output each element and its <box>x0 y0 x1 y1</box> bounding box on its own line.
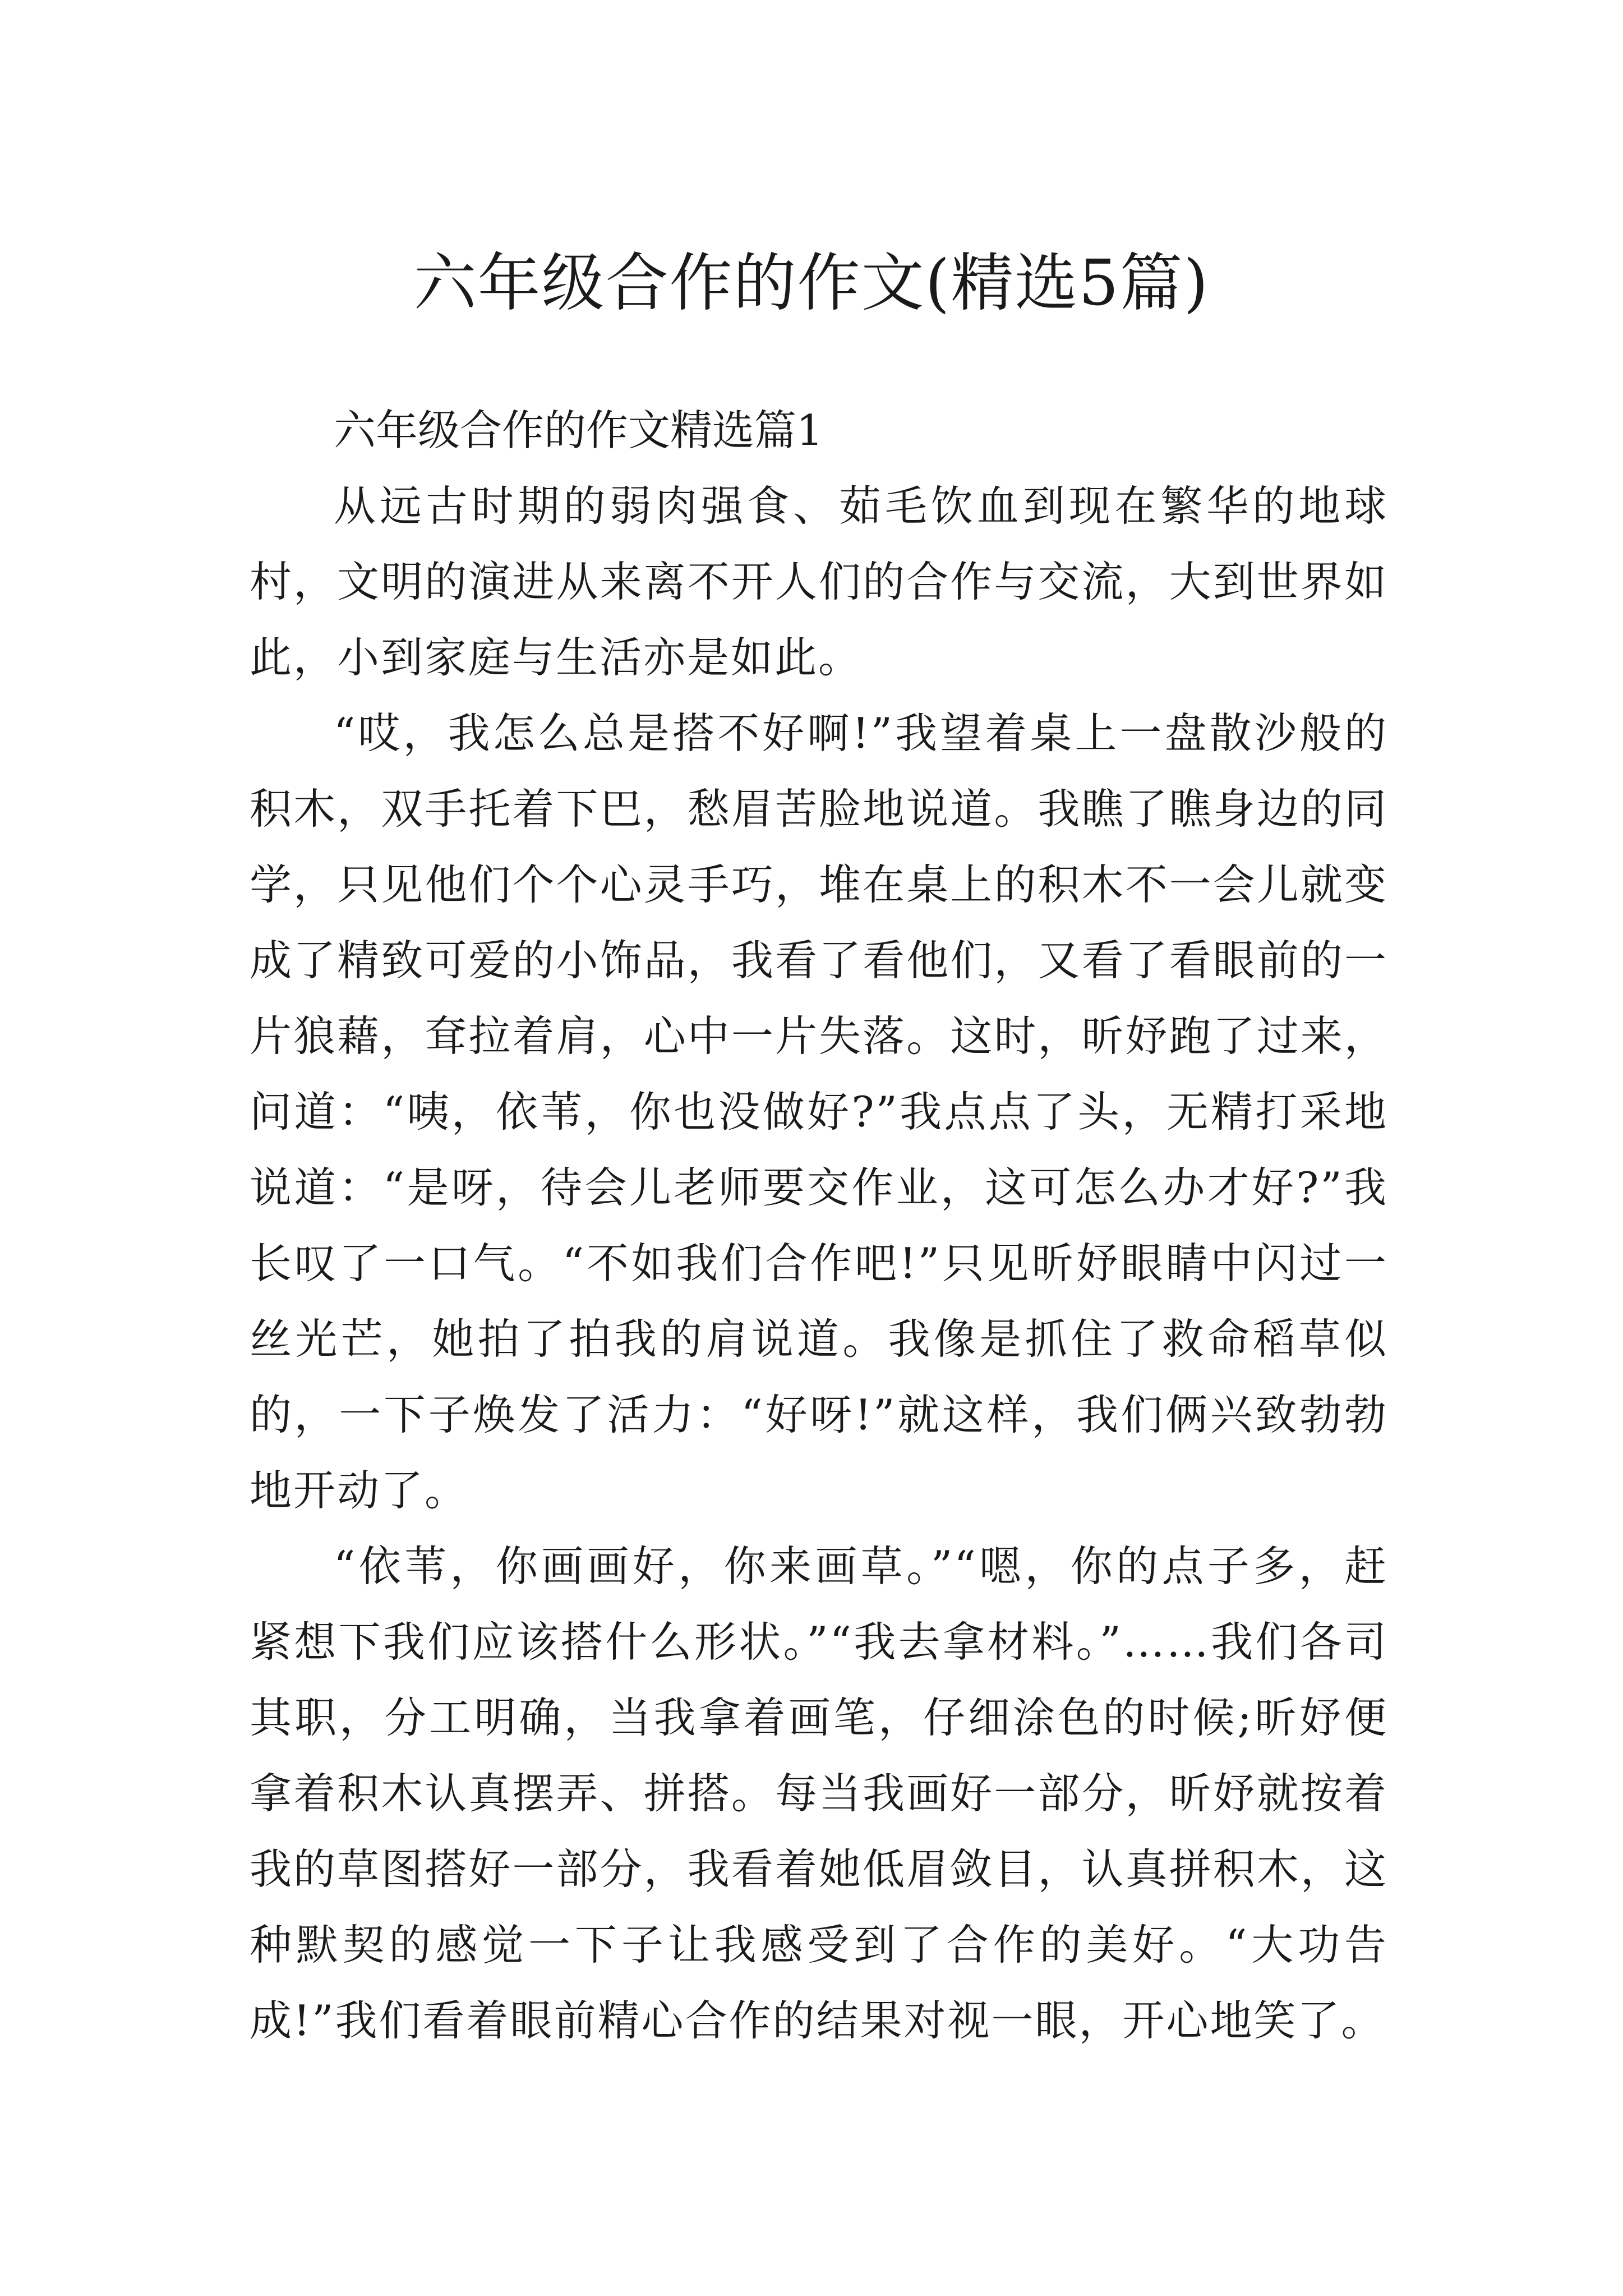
section-heading: 六年级合作的作文精选篇1 <box>334 406 823 455</box>
paragraph: “依苇，你画画好，你来画草。”“嗯，你的点子多，赶紧想下我们应该搭什么形状。”“我去拿材料。”……我们各司其职，分工明确，当我拿着画笔，仔细涂色的时候;昕妤便拿着积木认真摆弄、拼搭。每当我画好一部分，昕妤就按着我的草图搭好一部分，我看着她低眉敛目，认真拼积木，这种默契的感觉一下子让我感受到了合作的美好。“大功告成!”我们看着眼前精心合作的结果对视一眼，开心地笑了。 <box>250 1542 1388 2045</box>
document-title: 六年级合作的作文(精选5篇) <box>413 247 1210 320</box>
document-body <box>250 393 1388 2059</box>
paragraph: “哎，我怎么总是搭不好啊!”我望着桌上一盘散沙般的积木，双手托着下巴，愁眉苦脸地说道。我瞧了瞧身边的同学，只见他们个个心灵手巧，堆在桌上的积木不一会儿就变成了精致可爱的小饰品，我看了看他们，又看了看眼前的一片狼藉，耷拉着肩，心中一片失落。这时，昕妤跑了过来，问道：“咦，依苇，你也没做好?”我点点了头，无精打采地说道：“是呀，待会儿老师要交作业，这可怎么办才好?”我长叹了一口气。“不如我们合作吧!”只见昕妤眼睛中闪过一丝光芒，她拍了拍我的肩说道。我像是抓住了救命稻草似的，一下子焕发了活力：“好呀!”就这样，我们俩兴致勃勃地开动了。 <box>250 708 1388 1515</box>
paragraph: 从远古时期的弱肉强食、茹毛饮血到现在繁华的地球村，文明的演进从来离不开人们的合作与交流，大到世界如此，小到家庭与生活亦是如此。 <box>250 481 1388 682</box>
